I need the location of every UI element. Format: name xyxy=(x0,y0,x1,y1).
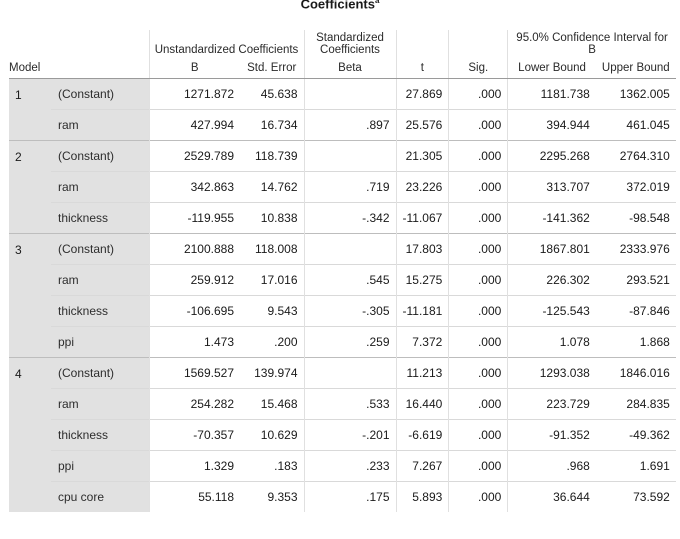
header-row-bottom xyxy=(9,60,676,79)
cell-beta: .719 xyxy=(304,172,396,203)
cell-b: 1569.527 xyxy=(149,358,240,389)
cell-upper: 73.592 xyxy=(596,482,676,513)
cell-se: .200 xyxy=(240,327,304,358)
cell-lower: 36.644 xyxy=(508,482,596,513)
header-beta: Beta xyxy=(304,60,396,79)
cell-se: 118.739 xyxy=(240,141,304,172)
table-row xyxy=(9,420,676,451)
variable-name: ppi xyxy=(51,327,149,358)
cell-upper: 1362.005 xyxy=(596,79,676,110)
cell-beta xyxy=(304,79,396,110)
cell-upper: 2333.976 xyxy=(596,234,676,265)
cell-b: 427.994 xyxy=(149,110,240,141)
table-row xyxy=(9,234,676,265)
model-number: 3 xyxy=(9,234,51,358)
cell-upper: 1846.016 xyxy=(596,358,676,389)
cell-beta: .533 xyxy=(304,389,396,420)
model-number: 4 xyxy=(9,358,51,513)
variable-name: ram xyxy=(51,389,149,420)
cell-se: 10.629 xyxy=(240,420,304,451)
coefficients-table xyxy=(9,30,676,512)
cell-sig: .000 xyxy=(449,265,508,296)
header-row-top xyxy=(9,30,676,60)
cell-beta xyxy=(304,358,396,389)
header-upper-bound: Upper Bound xyxy=(596,60,676,79)
cell-sig: .000 xyxy=(449,327,508,358)
cell-t: 11.213 xyxy=(396,358,449,389)
cell-t: 17.803 xyxy=(396,234,449,265)
table-row xyxy=(9,203,676,234)
cell-b: 1.329 xyxy=(149,451,240,482)
table-row xyxy=(9,79,676,110)
cell-sig: .000 xyxy=(449,482,508,513)
cell-b: -70.357 xyxy=(149,420,240,451)
model-number: 1 xyxy=(9,79,51,141)
header-t: t xyxy=(396,60,449,79)
cell-upper: 372.019 xyxy=(596,172,676,203)
variable-name: (Constant) xyxy=(51,79,149,110)
cell-b: 259.912 xyxy=(149,265,240,296)
cell-se: 118.008 xyxy=(240,234,304,265)
cell-sig: .000 xyxy=(449,451,508,482)
cell-upper: 293.521 xyxy=(596,265,676,296)
cell-b: 55.118 xyxy=(149,482,240,513)
cell-upper: 1.868 xyxy=(596,327,676,358)
variable-name: ram xyxy=(51,172,149,203)
cell-upper: -87.846 xyxy=(596,296,676,327)
cell-t: -11.067 xyxy=(396,203,449,234)
table-row xyxy=(9,265,676,296)
cell-b: 1.473 xyxy=(149,327,240,358)
cell-beta: -.201 xyxy=(304,420,396,451)
cell-b: 2100.888 xyxy=(149,234,240,265)
cell-lower: 313.707 xyxy=(508,172,596,203)
table-row xyxy=(9,327,676,358)
cell-t: 25.576 xyxy=(396,110,449,141)
variable-name: ram xyxy=(51,110,149,141)
model-number: 2 xyxy=(9,141,51,234)
cell-se: 9.543 xyxy=(240,296,304,327)
header-model: Model xyxy=(9,60,149,79)
cell-t: 23.226 xyxy=(396,172,449,203)
cell-t: 16.440 xyxy=(396,389,449,420)
cell-t: 27.869 xyxy=(396,79,449,110)
cell-sig: .000 xyxy=(449,110,508,141)
cell-lower: 226.302 xyxy=(508,265,596,296)
cell-b: 342.863 xyxy=(149,172,240,203)
cell-sig: .000 xyxy=(449,389,508,420)
cell-t: 7.267 xyxy=(396,451,449,482)
cell-t: 5.893 xyxy=(396,482,449,513)
variable-name: ram xyxy=(51,265,149,296)
table-row xyxy=(9,451,676,482)
cell-t: -11.181 xyxy=(396,296,449,327)
cell-beta xyxy=(304,141,396,172)
variable-name: (Constant) xyxy=(51,141,149,172)
cell-upper: 2764.310 xyxy=(596,141,676,172)
header-b: B xyxy=(149,60,240,79)
cell-se: 17.016 xyxy=(240,265,304,296)
cell-t: 15.275 xyxy=(396,265,449,296)
cell-sig: .000 xyxy=(449,296,508,327)
cell-upper: -98.548 xyxy=(596,203,676,234)
cell-lower: -125.543 xyxy=(508,296,596,327)
cell-beta: .545 xyxy=(304,265,396,296)
cell-beta: .175 xyxy=(304,482,396,513)
cell-t: 21.305 xyxy=(396,141,449,172)
table-row xyxy=(9,482,676,513)
table-row xyxy=(9,110,676,141)
variable-name: thickness xyxy=(51,296,149,327)
header-confidence-interval: 95.0% Confidence Interval for B xyxy=(508,30,676,60)
table-body xyxy=(9,79,676,513)
cell-se: 10.838 xyxy=(240,203,304,234)
table-title xyxy=(0,0,680,14)
cell-b: 254.282 xyxy=(149,389,240,420)
cell-upper: 1.691 xyxy=(596,451,676,482)
cell-beta: .233 xyxy=(304,451,396,482)
cell-sig: .000 xyxy=(449,172,508,203)
cell-b: 2529.789 xyxy=(149,141,240,172)
cell-b: 1271.872 xyxy=(149,79,240,110)
title-footnote-marker: a xyxy=(374,0,380,5)
cell-b: -119.955 xyxy=(149,203,240,234)
cell-sig: .000 xyxy=(449,79,508,110)
header-std-error: Std. Error xyxy=(240,60,304,79)
cell-beta: .259 xyxy=(304,327,396,358)
cell-beta: -.305 xyxy=(304,296,396,327)
variable-name: ppi xyxy=(51,451,149,482)
cell-se: 9.353 xyxy=(240,482,304,513)
variable-name: thickness xyxy=(51,203,149,234)
cell-lower: 1181.738 xyxy=(508,79,596,110)
cell-t: 7.372 xyxy=(396,327,449,358)
cell-lower: -91.352 xyxy=(508,420,596,451)
variable-name: (Constant) xyxy=(51,234,149,265)
cell-beta: .897 xyxy=(304,110,396,141)
header-sig: Sig. xyxy=(449,60,508,79)
variable-name: cpu core xyxy=(51,482,149,513)
cell-lower: 223.729 xyxy=(508,389,596,420)
cell-se: 15.468 xyxy=(240,389,304,420)
cell-lower: 394.944 xyxy=(508,110,596,141)
cell-lower: .968 xyxy=(508,451,596,482)
cell-sig: .000 xyxy=(449,203,508,234)
cell-lower: -141.362 xyxy=(508,203,596,234)
cell-upper: 461.045 xyxy=(596,110,676,141)
table-row xyxy=(9,296,676,327)
cell-lower: 2295.268 xyxy=(508,141,596,172)
header-lower-bound: Lower Bound xyxy=(508,60,596,79)
header-unstandardized: Unstandardized Coefficients xyxy=(149,30,304,60)
cell-sig: .000 xyxy=(449,420,508,451)
cell-se: 16.734 xyxy=(240,110,304,141)
cell-b: -106.695 xyxy=(149,296,240,327)
cell-se: 14.762 xyxy=(240,172,304,203)
cell-sig: .000 xyxy=(449,234,508,265)
cell-lower: 1.078 xyxy=(508,327,596,358)
cell-upper: -49.362 xyxy=(596,420,676,451)
cell-se: 45.638 xyxy=(240,79,304,110)
table-row xyxy=(9,389,676,420)
variable-name: (Constant) xyxy=(51,358,149,389)
header-standardized: Standardized Coefficients xyxy=(304,30,396,60)
cell-sig: .000 xyxy=(449,358,508,389)
cell-se: .183 xyxy=(240,451,304,482)
cell-upper: 284.835 xyxy=(596,389,676,420)
table-row xyxy=(9,141,676,172)
cell-sig: .000 xyxy=(449,141,508,172)
cell-t: -6.619 xyxy=(396,420,449,451)
variable-name: thickness xyxy=(51,420,149,451)
cell-lower: 1867.801 xyxy=(508,234,596,265)
table-title-text: Coefficients xyxy=(300,0,375,12)
cell-se: 139.974 xyxy=(240,358,304,389)
table-row xyxy=(9,172,676,203)
cell-beta: -.342 xyxy=(304,203,396,234)
cell-lower: 1293.038 xyxy=(508,358,596,389)
table-row xyxy=(9,358,676,389)
cell-beta xyxy=(304,234,396,265)
